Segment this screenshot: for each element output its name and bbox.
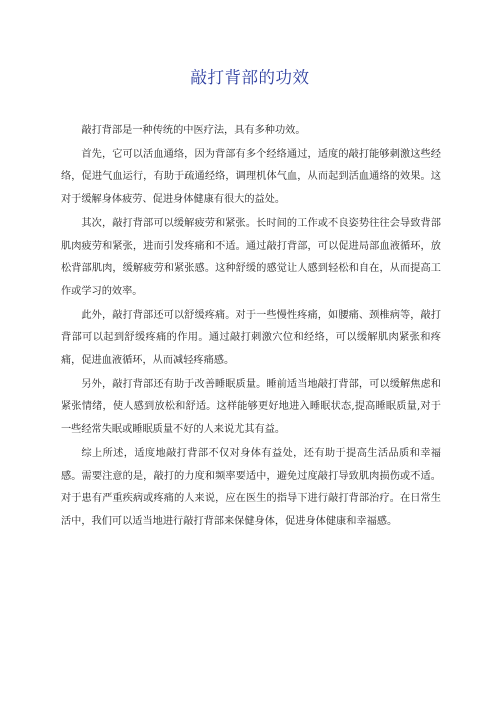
paragraph-conclusion: 综上所述，适度地敲打背部不仅对身体有益处，还有助于提高生活品质和幸福感。需要注意的是，敲打的力度和频率要适中，避免过度敲打导致肌肉损伤或不适。对于患有严重疾病或疼痛的人来说，应在医生的指导下进行敲打背部治疗。在日常生活中，我们可以适当地进行敲打背部来保健身体，促进身体健康和幸福感。 [61, 447, 441, 527]
document-body [61, 120, 441, 534]
paragraph-intro: 敲打背部是一种传统的中医疗法，具有多种功效。 [81, 125, 306, 136]
paragraph-pain-relief: 此外，敲打背部还可以舒缓疼痛。对于一些慢性疼痛，如腰痛、颈椎病等，敲打背部可以起到舒缓疼痛的作用。通过敲打刺激穴位和经络，可以缓解肌肉紧张和疼痛，促进血液循环，从而减轻疼痛感。 [61, 309, 441, 367]
paragraph-circulation: 首先，它可以活血通络，因为背部有多个经络通过，适度的敲打能够刺激这些经络，促进气血运行，有助于疏通经络，调理机体气血，从而起到活血通络的效果。这对于缓解身体疲劳、促进身体健康有很大的益处。 [61, 148, 441, 206]
paragraph-fatigue: 其次，敲打背部可以缓解疲劳和紧张。长时间的工作或不良姿势往往会导致背部肌肉疲劳和紧张，进而引发疼痛和不适。通过敲打背部，可以促进局部血液循环，放松背部肌肉，缓解疲劳和紧张感。这种舒缓的感觉让人感到轻松和自在，从而提高工作或学习的效率。 [61, 217, 441, 297]
document-title: 敲打背部的功效 [190, 68, 310, 87]
paragraph-sleep: 另外，敲打背部还有助于改善睡眠质量。睡前适当地敲打背部，可以缓解焦虑和紧张情绪，使人感到放松和舒适。这样能够更好地进入睡眠状态,提高睡眠质量,对于一些经常失眠或睡眠质量不好的人来说尤其有益。 [61, 378, 441, 436]
